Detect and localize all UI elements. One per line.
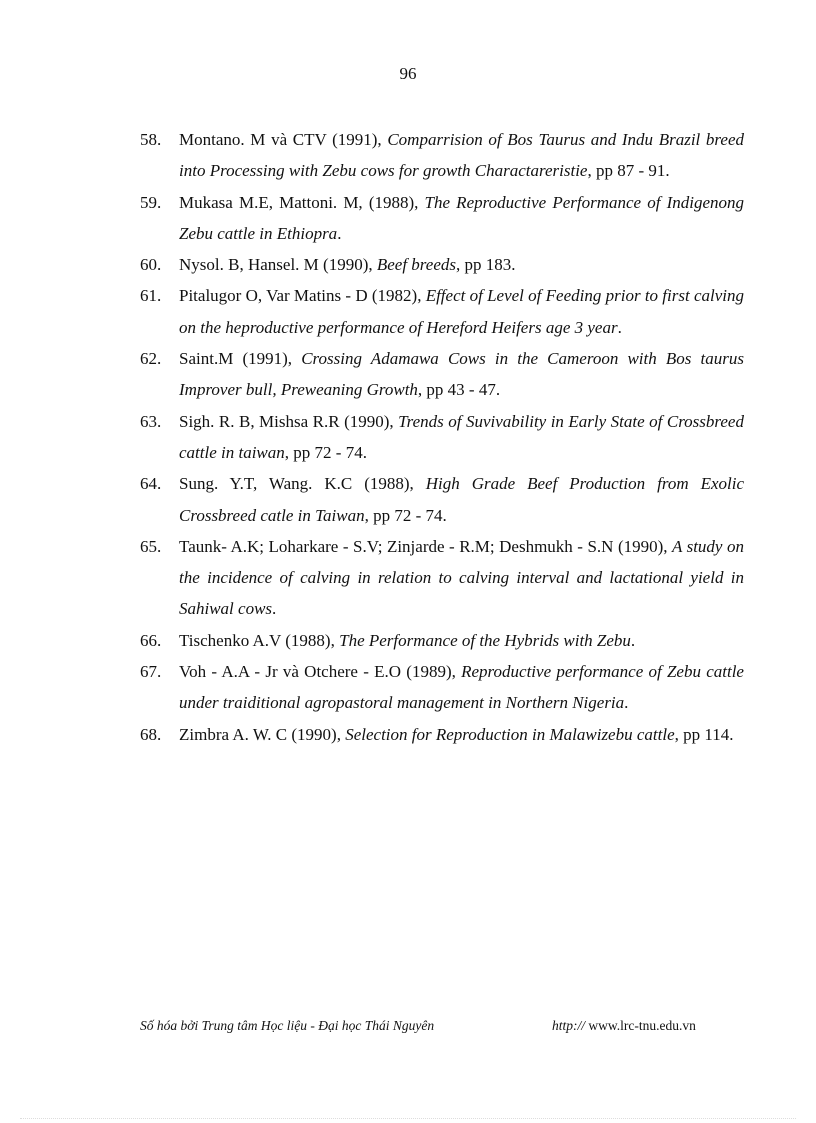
reference-number: 60. [140, 255, 162, 275]
reference-number: 67. [140, 662, 162, 682]
reference-item [140, 656, 744, 719]
reference-title: High Grade Beef Production from Exolic Crossbreed catle in Taiwan [179, 474, 744, 525]
reference-item [140, 468, 744, 531]
reference-tail: , pp 87 - 91. [587, 161, 670, 181]
reference-number: 58. [140, 130, 162, 149]
reference-tail: , pp 72 - 74. [364, 505, 447, 525]
footer-website-link[interactable] [552, 1018, 696, 1034]
reference-authors: Nysol. B, Hansel. M (1990), [179, 255, 377, 275]
reference-number: 63. [140, 411, 162, 431]
reference-title: Reproductive performance of Zebu cattle under traiditional agropastoral management in Northern Nigeria [179, 662, 744, 713]
reference-authors: Saint.M (1991), [179, 349, 302, 369]
reference-title: The Performance of the Hybrids with Zebu [339, 630, 631, 650]
page-number: 96 [399, 64, 417, 83]
reference-number: 61. [140, 286, 162, 306]
reference-item [140, 719, 744, 750]
reference-authors: Montano. M và CTV (1991), [179, 130, 388, 149]
reference-authors: Tischenko A.V (1988), [179, 630, 340, 650]
reference-tail: . [630, 630, 636, 650]
reference-number: 62. [140, 349, 162, 369]
footer-url: www.lrc-tnu.edu.vn [588, 1018, 696, 1033]
reference-item [140, 406, 744, 469]
reference-item [140, 531, 744, 625]
reference-number: 66. [140, 630, 162, 650]
reference-title: Trends of Suvivability in Early State of Crossbreed cattle in taiwan [179, 411, 744, 462]
reference-authors: Zimbra A. W. C (1990), [179, 724, 346, 744]
reference-title: Effect of Level of Feeding prior to first calving on the heproductive performance of Hereford Heifers age 3 year [179, 286, 744, 337]
reference-tail: , pp 72 - 74. [284, 442, 367, 462]
reference-tail: , pp 183. [456, 255, 516, 275]
reference-title: A study on the incidence of calving in relation to calving interval and lactational yield in Sahiwal cows [179, 536, 744, 619]
reference-title: The Reproductive Performance of Indigenong Zebu cattle in Ethiopra [179, 192, 745, 243]
reference-number: 68. [140, 724, 162, 744]
reference-list [140, 124, 744, 750]
reference-tail: , pp 43 - 47. [417, 380, 501, 400]
reference-authors: Sung. Y.T, Wang. K.C (1988), [179, 474, 426, 494]
reference-item [140, 343, 744, 406]
reference-number: 65. [140, 536, 162, 556]
reference-tail: . [272, 599, 277, 619]
reference-tail: . [624, 693, 629, 713]
reference-authors: Taunk- A.K; Loharkare - S.V; Zinjarde - R.M; Deshmukh - S.N (1990), [179, 536, 673, 556]
reference-authors: Voh - A.A - Jr và Otchere - E.O (1989), [179, 662, 462, 682]
reference-title: Crossing Adamawa Cows in the Cameroon with Bos taurus Improver bull, Preweaning Growth [179, 349, 744, 400]
reference-tail: , pp 114. [674, 724, 734, 744]
reference-title: Selection for Reproduction in Malawizebu cattle [345, 724, 675, 744]
footer-url-protocol: http:// [552, 1018, 585, 1033]
reference-item [140, 187, 744, 250]
reference-tail: . [337, 223, 342, 243]
reference-item [140, 124, 744, 187]
reference-authors: Mukasa M.E, Mattoni. M, (1988), [179, 192, 425, 212]
reference-authors: Pitalugor O, Var Matins - D (1982), [179, 286, 426, 306]
reference-item [140, 249, 744, 280]
reference-item [140, 280, 744, 343]
reference-number: 59. [140, 192, 162, 212]
reference-title: Beef breeds [376, 255, 456, 275]
page-bottom-divider [20, 1118, 796, 1119]
reference-item [140, 625, 744, 656]
reference-tail: . [617, 317, 622, 337]
reference-title: Comparrision of Bos Taurus and Indu Brazil breed into Processing with Zebu cows for growth Charactareristie [179, 130, 744, 181]
reference-number: 64. [140, 474, 162, 494]
footer-digitized-by: Số hóa bởi Trung tâm Học liệu - Đại học Thái Nguyên [140, 1018, 435, 1033]
reference-authors: Sigh. R. B, Mishsa R.R (1990), [179, 411, 399, 431]
